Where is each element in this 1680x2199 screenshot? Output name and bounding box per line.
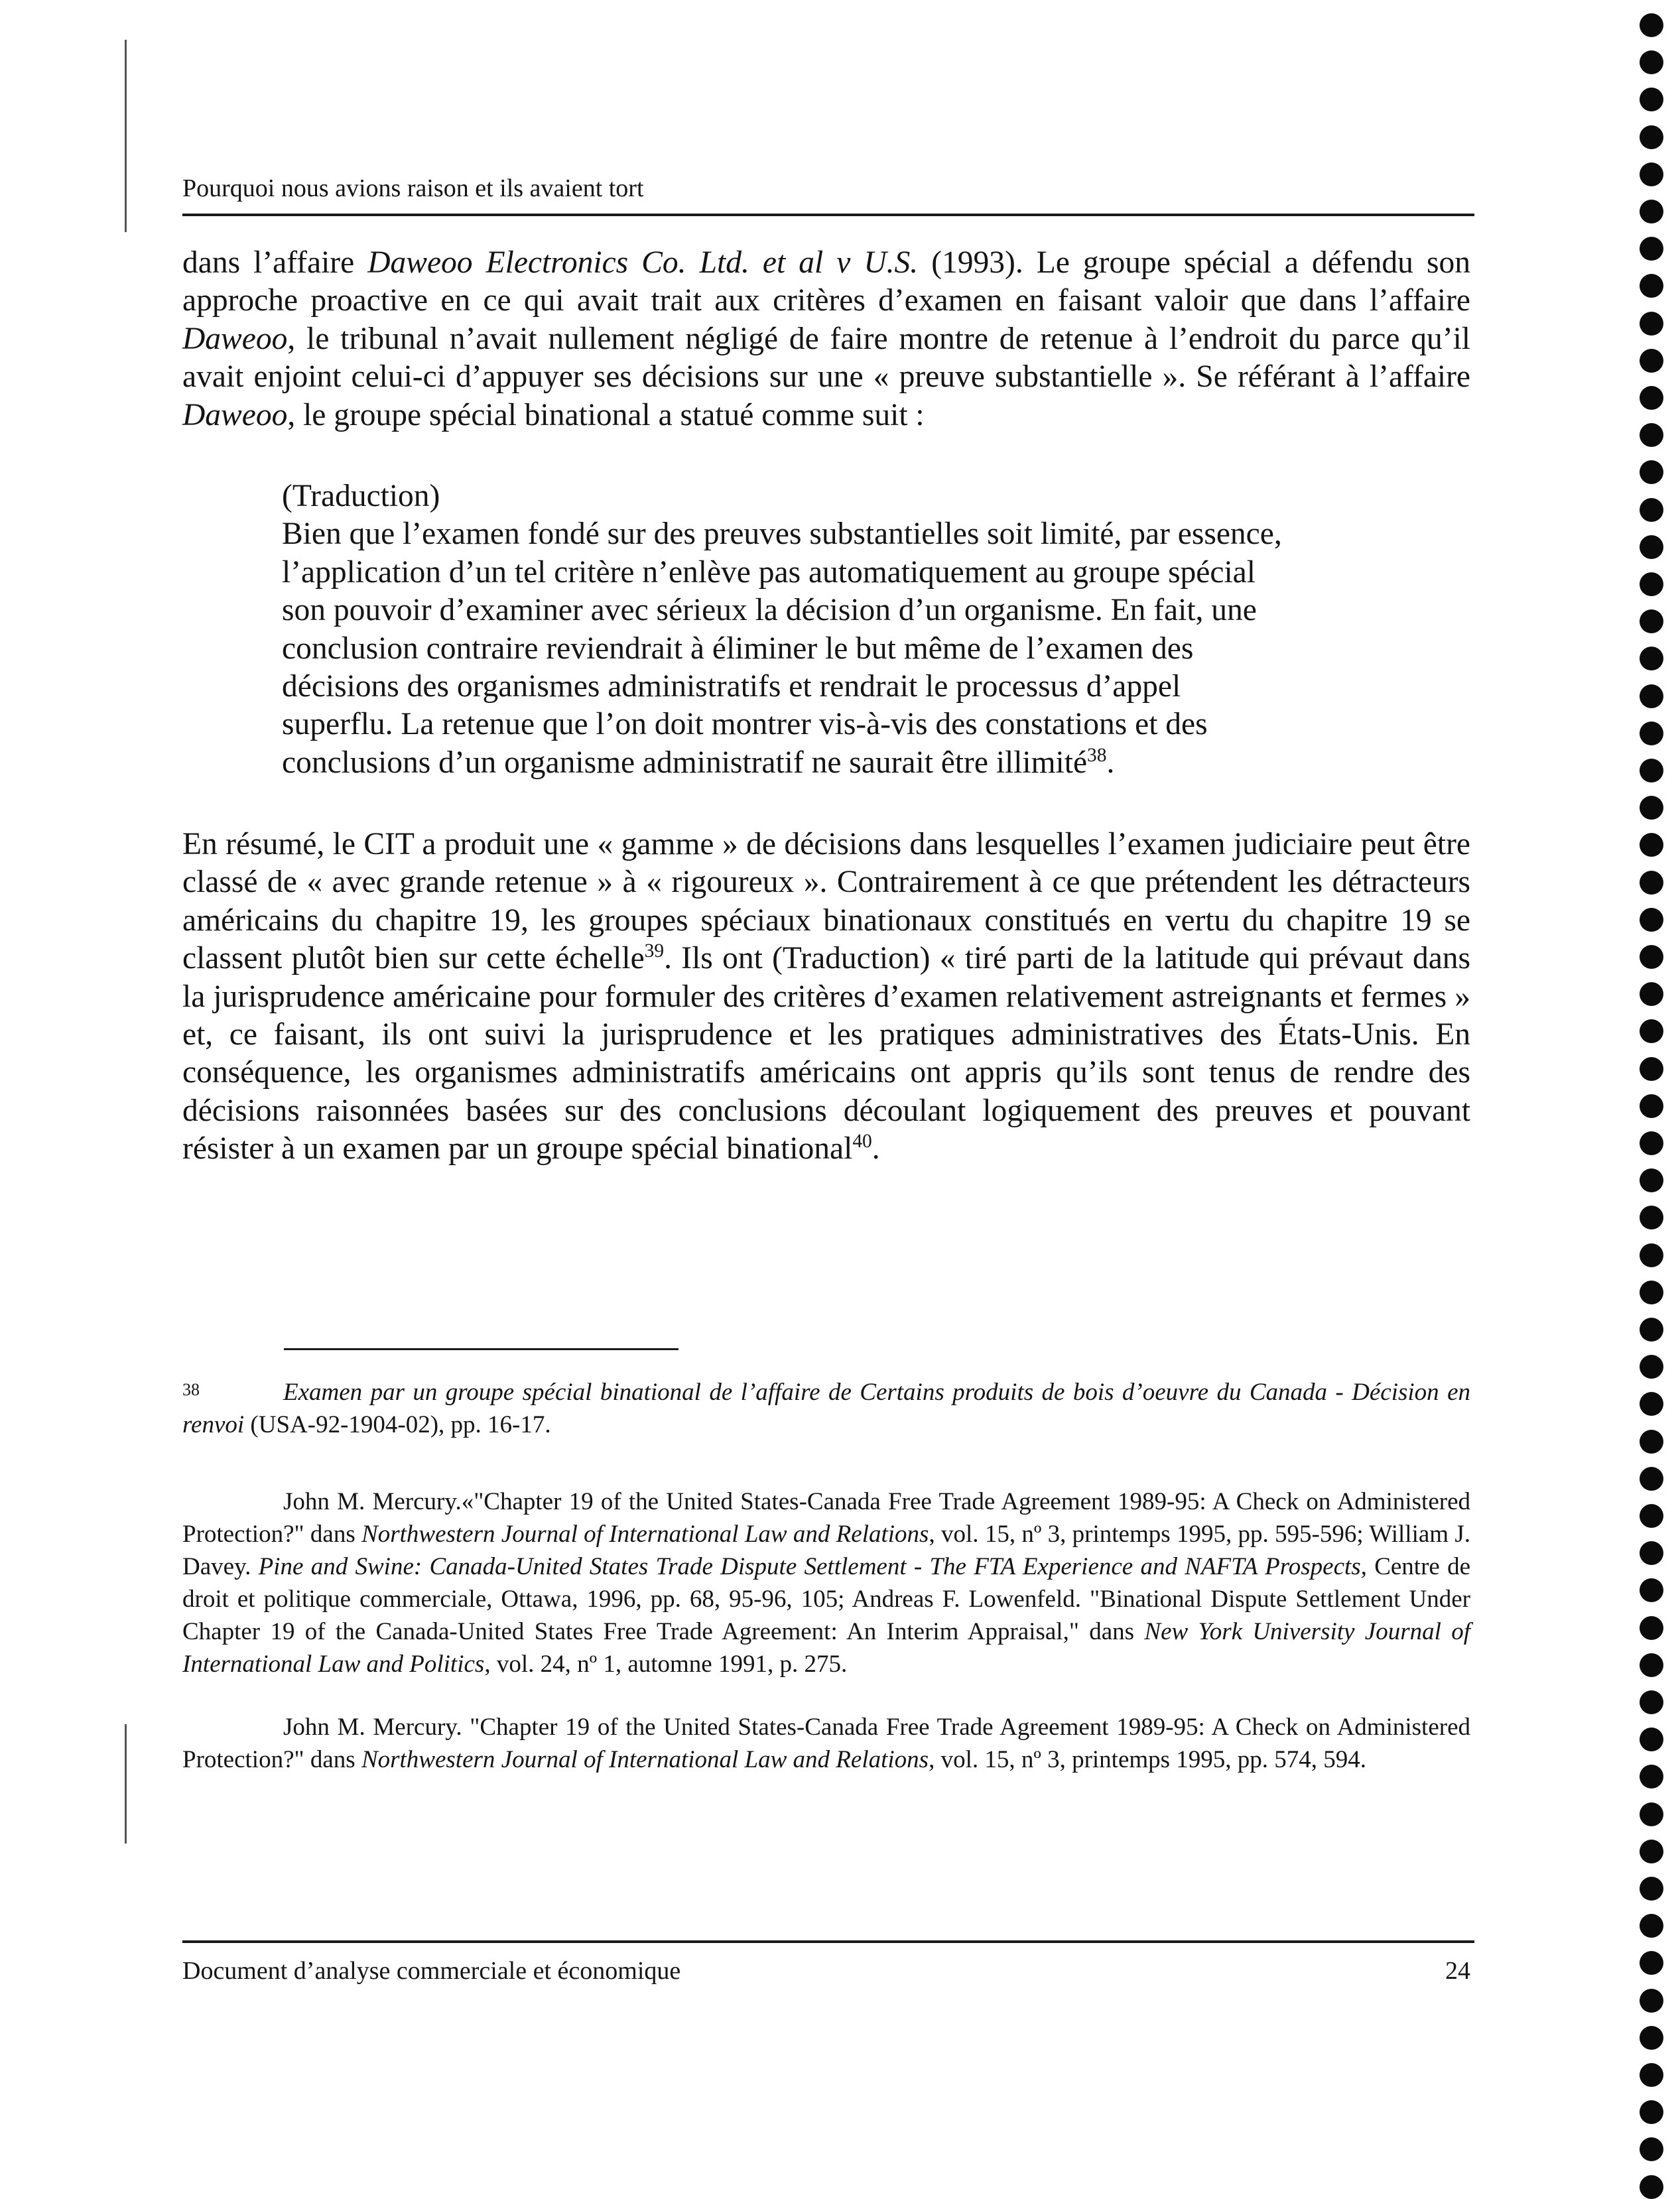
binder-hole (1640, 237, 1663, 261)
binder-hole (1640, 1019, 1663, 1043)
binder-hole (1640, 647, 1663, 670)
binder-hole (1640, 1690, 1663, 1714)
text: , vol. 24, nº 1, automne 1991, p. 275. (484, 1651, 848, 1678)
binder-hole (1640, 274, 1663, 298)
binder-hole (1640, 722, 1663, 745)
footnote-38 (182, 1376, 1470, 1441)
binder-hole (1640, 908, 1663, 932)
binder-hole (1640, 684, 1663, 708)
header-rule (182, 214, 1474, 216)
binder-hole (1640, 1802, 1663, 1826)
footnote-separator (284, 1348, 678, 1350)
binder-hole (1640, 1057, 1663, 1081)
binder-hole (1640, 1504, 1663, 1528)
binder-hole (1640, 88, 1663, 111)
binder-hole (1640, 1094, 1663, 1118)
binder-hole (1640, 50, 1663, 74)
binder-hole (1640, 1243, 1663, 1267)
binder-hole (1640, 1951, 1663, 1975)
binder-hole (1640, 1392, 1663, 1416)
binder-hole (1640, 1989, 1663, 2013)
binder-holes (1638, 0, 1678, 2197)
binder-hole (1640, 1281, 1663, 1304)
binder-hole (1640, 423, 1663, 447)
footer-rule (182, 1940, 1474, 1943)
quote-line: conclusions d’un organisme administratif ne saurait être illimité (282, 745, 1088, 780)
binder-hole (1640, 1206, 1663, 1229)
binder-hole (1640, 2100, 1663, 2124)
binder-hole (1640, 1914, 1663, 1938)
text: (USA-92-1904-02), pp. 16-17. (244, 1411, 551, 1438)
text: . Ils ont (Traduction) « tiré parti de la latitude qui prévaut dans la jurisprudence américaine pour formuler des critères d’examen relativement astreignants et fermes » et, ce faisant, ils ont suivi la jurisprudence et les pratiques administratives des États-Unis. En conséquence, les organismes administratifs américains ont appris qu’ils sont tenus de rendre des décisions raisonnées basées sur des conclusions découlant logiquement des preuves et pouvant résister à un examen par un groupe spécial binational (182, 941, 1471, 1166)
binder-hole (1640, 1840, 1663, 1863)
footnote-ref-38[interactable]: 38 (1087, 745, 1107, 767)
binder-hole (1640, 1728, 1663, 1751)
binder-hole (1640, 1131, 1663, 1155)
running-header: Pourquoi nous avions raison et ils avaient tort (182, 174, 644, 202)
quote-line-last (282, 744, 1338, 782)
binder-hole (1640, 386, 1663, 410)
block-quote (282, 477, 1338, 782)
case-name: Daweoo Electronics Co. Ltd. et al v U.S. (367, 245, 919, 280)
footnote-ref-39[interactable]: 39 (644, 940, 665, 962)
binder-hole (1640, 796, 1663, 820)
journal-title: Northwestern Journal of International Law and Relations (361, 1746, 929, 1773)
binder-hole (1640, 1578, 1663, 1602)
text: , vol. 15, nº 3, printemps 1995, pp. 595-596; William J. Davey. (182, 1521, 1470, 1580)
running-footer: Document d’analyse commerciale et économique (182, 1957, 681, 1985)
journal-title: New York University Journal of International Law and Politics (182, 1618, 1470, 1678)
binder-hole (1640, 162, 1663, 186)
binder-hole (1640, 535, 1663, 559)
text: dans l’affaire (182, 245, 368, 280)
text: John M. Mercury. "Chapter 19 of the United States-Canada Free Trade Agreement 1989-95: A Check on Administered Protection?" dans (182, 1714, 1470, 1773)
binder-hole (1640, 609, 1663, 633)
binder-hole (1640, 1877, 1663, 1901)
binder-margin-line (125, 40, 127, 232)
binder-hole (1640, 1616, 1663, 1640)
binder-hole (1640, 1168, 1663, 1192)
binder-hole (1640, 13, 1663, 37)
footnote-40 (182, 1711, 1470, 1776)
page-number: 24 (1445, 1957, 1470, 1985)
book-title: Pine and Swine: Canada-United States Trade Dispute Settlement - The FTA Experience and NAFTA Prospects, (258, 1553, 1367, 1580)
text: (1993). Le groupe spécial a défendu son approche proactive en ce qui avait trait aux critères d’examen en faisant valoir que dans l’affaire (182, 245, 1470, 318)
case-name: Daweoo (182, 321, 288, 356)
quote-line: son pouvoir d’examiner avec sérieux la décision d’un organisme. En fait, une (282, 593, 1257, 628)
binder-hole (1640, 982, 1663, 1006)
binder-hole (1640, 1430, 1663, 1454)
footnote-39 (182, 1485, 1470, 1680)
binder-hole (1640, 759, 1663, 783)
text: , le tribunal n’avait nullement négligé de faire montre de retenue à l’endroit du parce qu’il avait enjoint celui-ci d’appuyer ses décisions sur une « preuve substantielle ». Se référant à l’affaire (182, 321, 1470, 395)
binder-hole (1640, 312, 1663, 336)
binder-hole (1640, 1653, 1663, 1677)
case-name: Daweoo (182, 397, 288, 432)
text: . (1106, 745, 1115, 780)
binder-hole (1640, 2137, 1663, 2161)
quote-line: l’application d’un tel critère n’enlève pas automatiquement au groupe spécial (282, 554, 1256, 590)
binder-hole (1640, 2175, 1663, 2199)
text: En résumé, le CIT a produit une « gamme » de décisions dans lesquelles l’examen judiciaire peut être classé de « avec grande retenue » à « rigoureux ». Contrairement à ce que prétendent les détracteurs américains du chapitre 19, les groupes spéciaux binationaux constitués en vertu du chapitre 19 se classent plutôt bien sur cette échelle (182, 827, 1470, 976)
binder-hole (1640, 2026, 1663, 2050)
binder-hole (1640, 200, 1663, 223)
text: , vol. 15, nº 3, printemps 1995, pp. 574, 594. (929, 1746, 1367, 1773)
text: Centre de droit et politique commerciale, Ottawa, 1996, pp. 68, 95-96, 105; Andreas F. Lowenfeld. "Binational Dispute Settlement Under Chapter 19 of the Canada-United States Free Trade Agreement: An Interim Appraisal," dans (182, 1553, 1470, 1645)
binder-hole (1640, 1765, 1663, 1789)
footnote-title: Examen par un groupe spécial binational de l’affaire de Certains produits de bois d’oeuvre du Canada - Décision en renvoi (182, 1379, 1470, 1438)
text: John M. Mercury.«"Chapter 19 of the United States-Canada Free Trade Agreement 1989-95: A Check on Administered Protection?" dans (182, 1488, 1470, 1548)
quote-line: conclusion contraire reviendrait à éliminer le but même de l’examen des (282, 631, 1194, 666)
binder-hole (1640, 349, 1663, 373)
quote-line: Bien que l’examen fondé sur des preuves substantielles soit limité, par essence, (282, 517, 1282, 552)
binder-margin-line (125, 1724, 127, 1844)
binder-hole (1640, 498, 1663, 522)
binder-hole (1640, 833, 1663, 857)
binder-hole (1640, 945, 1663, 969)
binder-hole (1640, 1541, 1663, 1565)
binder-hole (1640, 125, 1663, 149)
body-paragraph-2 (182, 826, 1470, 1168)
quote-line: décisions des organismes administratifs et rendrait le processus d’appel (282, 669, 1181, 704)
quote-line: superflu. La retenue que l’on doit montrer vis-à-vis des constations et des (282, 707, 1208, 742)
journal-title: Northwestern Journal of International Law and Relations (361, 1521, 929, 1548)
quote-label: (Traduction) (282, 479, 440, 513)
body-paragraph-1 (182, 244, 1470, 434)
footnote-number: 38 (182, 1380, 200, 1399)
binder-hole (1640, 2063, 1663, 2087)
text: , le groupe spécial binational a statué comme suit : (287, 397, 925, 432)
binder-hole (1640, 1355, 1663, 1379)
binder-hole (1640, 1467, 1663, 1491)
binder-hole (1640, 1318, 1663, 1342)
binder-hole (1640, 460, 1663, 484)
text: . (872, 1131, 880, 1166)
binder-hole (1640, 572, 1663, 596)
footnote-ref-40[interactable]: 40 (852, 1131, 872, 1153)
binder-hole (1640, 871, 1663, 895)
